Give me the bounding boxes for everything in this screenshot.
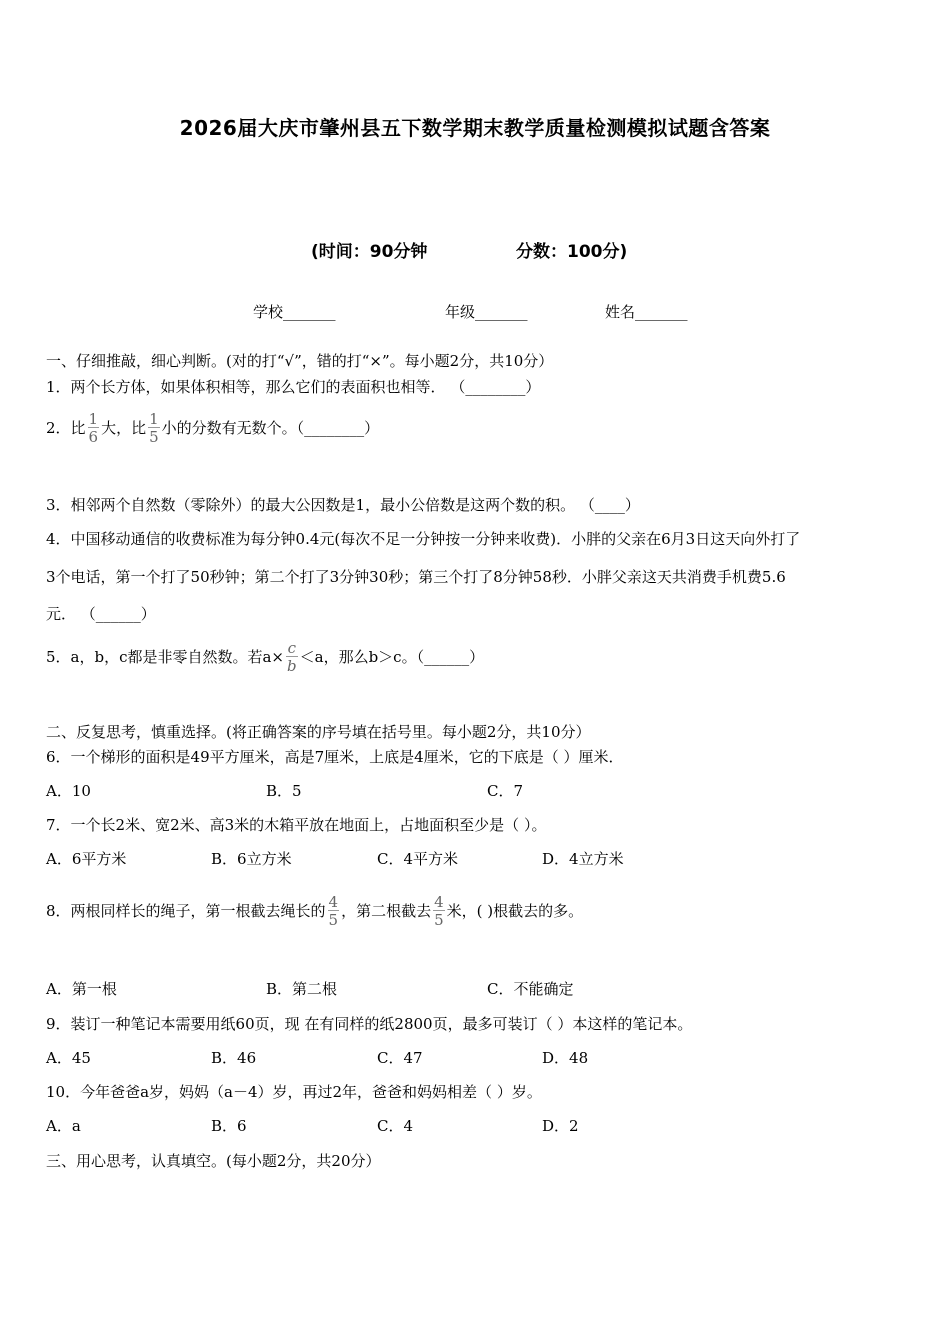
q8-text-post: 米，( )根截去的多。 — [446, 902, 584, 920]
q10-option-a: A．a — [46, 1117, 81, 1135]
q2-fraction-2 — [148, 412, 160, 445]
question-9: 9．装订一种笔记本需要用纸60页，现 在有同样的纸2800页，最多可装订（ ）本这样的笔记本。 — [46, 1015, 693, 1033]
q2-f1-num: 1 — [88, 410, 99, 428]
q5-text-pre: 5．a，b，c都是非零自然数。若a× — [46, 648, 285, 666]
q7-option-b: B．6立方米 — [211, 850, 292, 868]
q8-g-num: 4 — [434, 893, 444, 911]
q6-option-a: A．10 — [46, 782, 91, 800]
name-field: 姓名_______ — [605, 303, 688, 321]
q10-option-d: D．2 — [542, 1117, 579, 1135]
q6-option-b: B．5 — [266, 782, 302, 800]
question-2 — [46, 412, 379, 445]
q2-text-mid: 大，比 — [101, 419, 147, 437]
question-4-line-2: 3个电话，第一个打了50秒钟；第二个打了3分钟30秒；第三个打了8分钟58秒．小胖父亲这天共消费手机费5.6 — [46, 568, 786, 586]
document-title: 2026届大庆市肇州县五下数学期末教学质量检测模拟试题含答案 — [179, 116, 771, 140]
question-7: 7．一个长2米、宽2米、高3米的木箱平放在地面上，占地面积至少是（ ）。 — [46, 816, 547, 834]
q8-option-c: C．不能确定 — [487, 980, 574, 998]
exam-time: (时间：90分钟 — [311, 242, 428, 262]
q7-option-a: A．6平方米 — [46, 850, 127, 868]
q5-fraction — [286, 641, 298, 674]
q9-option-c: C．47 — [377, 1049, 423, 1067]
q5-f-den: b — [287, 657, 297, 675]
q6-option-c: C．7 — [487, 782, 524, 800]
school-field: 学校_______ — [253, 303, 336, 321]
section3-heading: 三、用心思考，认真填空。(每小题2分，共20分） — [46, 1152, 381, 1170]
q2-f2-num: 1 — [149, 410, 159, 428]
q7-option-c: C．4平方米 — [377, 850, 459, 868]
q10-option-b: B．6 — [211, 1117, 247, 1135]
question-4-line-1: 4．中国移动通信的收费标准为每分钟0.4元(每次不足一分钟按一分钟来收费)．小胖的父亲在6月3日这天向外打了 — [46, 530, 801, 548]
q8-text-mid: ，第二根截去 — [341, 902, 432, 920]
q2-f2-den: 5 — [149, 428, 159, 446]
q8-fraction-2 — [433, 895, 445, 928]
grade-field: 年级_______ — [445, 303, 528, 321]
section2-heading: 二、反复思考，慎重选择。(将正确答案的序号填在括号里。每小题2分，共10分） — [46, 723, 591, 741]
q2-text-post: 小的分数有无数个。（________） — [161, 419, 380, 437]
q2-f1-den: 6 — [88, 428, 99, 446]
q8-g-den: 5 — [434, 911, 444, 929]
question-8 — [46, 895, 583, 928]
q2-text-pre: 2．比 — [46, 419, 86, 437]
q8-option-b: B．第二根 — [266, 980, 338, 998]
q8-f-den: 5 — [328, 911, 339, 929]
q8-option-a: A．第一根 — [46, 980, 117, 998]
q5-text-post: ＜a，那么b＞c。（______） — [299, 648, 485, 666]
q7-option-d: D．4立方米 — [542, 850, 624, 868]
q8-text-pre: 8．两根同样长的绳子，第一根截去绳长的 — [46, 902, 326, 920]
q9-option-a: A．45 — [46, 1049, 91, 1067]
section1-heading: 一、仔细推敲，细心判断。(对的打“√”，错的打“×”。每小题2分，共10分） — [46, 352, 554, 370]
question-6: 6．一个梯形的面积是49平方厘米，高是7厘米，上底是4厘米，它的下底是（ ）厘米． — [46, 748, 624, 766]
q8-fraction-1 — [328, 895, 340, 928]
question-3: 3．相邻两个自然数（零除外）的最大公因数是1，最小公倍数是这两个数的积。 （____） — [46, 496, 640, 514]
question-1: 1．两个长方体，如果体积相等，那么它们的表面积也相等． （________） — [46, 378, 541, 396]
q8-f-num: 4 — [328, 893, 339, 911]
q10-option-c: C．4 — [377, 1117, 414, 1135]
q2-fraction-1 — [88, 412, 100, 445]
q5-f-num: c — [287, 639, 297, 657]
question-5 — [46, 641, 484, 674]
question-4-line-3: 元． （______） — [46, 605, 156, 623]
q9-option-b: B．46 — [211, 1049, 257, 1067]
exam-score: 分数：100分) — [516, 242, 628, 262]
question-10: 10．今年爸爸a岁，妈妈（a－4）岁，再过2年，爸爸和妈妈相差（ ）岁。 — [46, 1083, 542, 1101]
q9-option-d: D．48 — [542, 1049, 589, 1067]
